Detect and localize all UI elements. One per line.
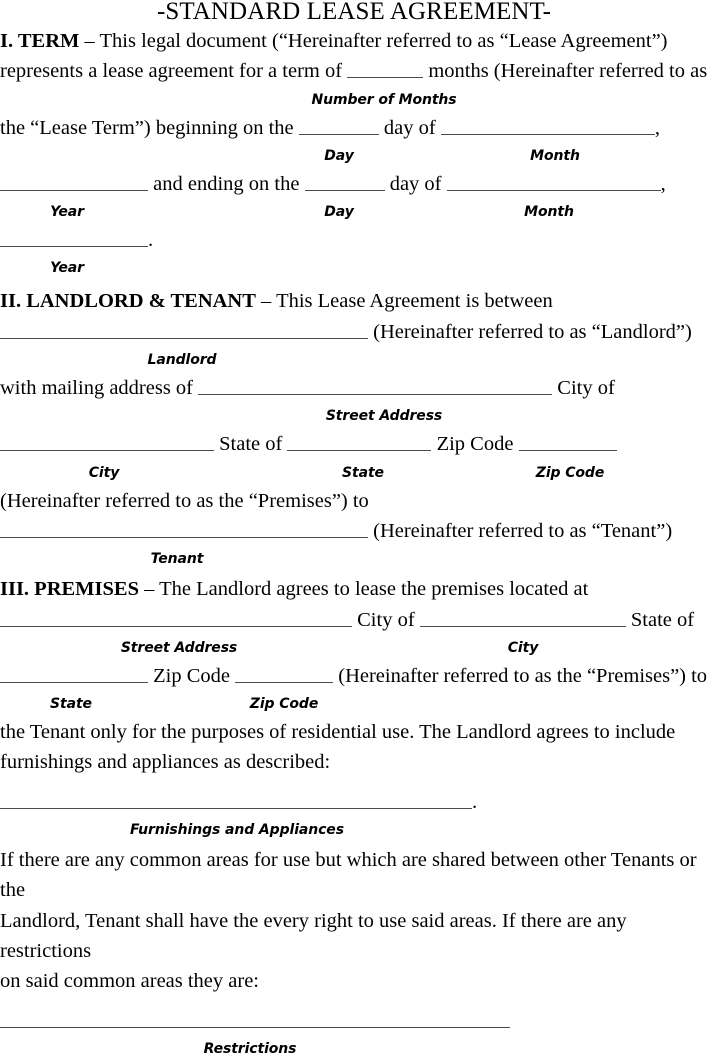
landlord-name-label-strip	[0, 347, 708, 373]
term-begin-day-blank[interactable]	[299, 114, 379, 134]
label-year-end: Year	[50, 260, 84, 277]
label-landlord: Landlord	[147, 352, 217, 369]
section-premises-heading: III. PREMISES	[0, 578, 139, 601]
restrictions-row	[0, 1006, 708, 1036]
term-end-comma: ,	[660, 172, 666, 195]
label-number-of-months: Number of Months	[311, 91, 457, 108]
common-areas-paragraph-2	[0, 906, 708, 967]
term-begin-day-of: day of	[378, 116, 441, 139]
landlord-address-label-strip	[0, 403, 708, 429]
common-areas-line2: Landlord, Tenant shall have the every right to use said areas. If there are any restrictions	[0, 909, 627, 962]
landlord-name-row	[0, 317, 708, 347]
term-end-year-blank[interactable]	[0, 227, 148, 247]
term-months-row	[0, 56, 708, 86]
landlord-name-blank[interactable]	[0, 318, 368, 338]
premises-address-row	[0, 605, 708, 635]
furnishings-row	[0, 787, 708, 817]
landlord-premises-text: (Hereinafter referred to as the “Premises”) to	[0, 489, 369, 512]
term-begin-year-blank[interactable]	[0, 170, 148, 190]
tenant-name-row	[0, 516, 708, 546]
section-landlord-tenant-dash: –	[255, 290, 277, 313]
landlord-state-of-text: State of	[214, 433, 288, 456]
landlord-state-blank[interactable]	[287, 431, 431, 451]
label-city-premises: City	[507, 639, 539, 656]
section-term-intro	[0, 26, 708, 56]
landlord-address-text-before: with mailing address of	[0, 377, 199, 400]
landlord-zip-blank[interactable]	[519, 431, 617, 451]
section-premises-dash: –	[139, 578, 160, 601]
term-begin-label-strip	[0, 143, 708, 169]
premises-use-line1: the Tenant only for the purposes of residential use. The Landlord agrees to include	[0, 721, 676, 744]
tenant-name-blank[interactable]	[0, 518, 368, 538]
common-areas-line1: If there are any common areas for use but which are shared between other Tenants or the	[0, 849, 697, 902]
landlord-street-address-blank[interactable]	[198, 375, 552, 395]
common-areas-line3: on said common areas they are:	[0, 970, 260, 993]
label-furnishings-and-appliances: Furnishings and Appliances	[130, 822, 344, 839]
page-title: -STANDARD LEASE AGREEMENT-	[156, 0, 552, 25]
label-state-landlord: State	[342, 464, 384, 481]
section-premises-line1: The Landlord agrees to lease the premises located at	[159, 578, 589, 601]
section-term-dash: –	[79, 30, 100, 52]
premises-use-paragraph	[0, 717, 708, 747]
common-areas-paragraph-3	[0, 966, 708, 996]
premises-state-of-text: State of	[625, 608, 695, 631]
landlord-hereinafter-text: (Hereinafter referred to as “Landlord”)	[368, 320, 692, 343]
label-state-premises: State	[50, 696, 92, 713]
section-term-heading: I. TERM	[0, 30, 80, 52]
premises-zip-blank[interactable]	[235, 662, 333, 682]
landlord-city-of-text: City of	[552, 377, 615, 400]
premises-hereinafter-text: (Hereinafter referred to as the “Premises”) to	[333, 664, 708, 687]
term-begin-text-before: the “Lease Term”) beginning on the	[0, 116, 299, 139]
term-end-text-before: and ending on the	[148, 172, 305, 195]
section-landlord-tenant-line1: This Lease Agreement is between	[276, 290, 553, 313]
furnishings-blank[interactable]	[0, 788, 472, 808]
label-year-begin: Year	[50, 204, 84, 221]
term-end-row	[0, 169, 708, 199]
section-term-line1: This legal document (“Hereinafter referred to as “Lease Agreement”)	[99, 30, 668, 52]
label-day-end: Day	[324, 204, 354, 221]
term-months-text-after: months (Hereinafter referred to as	[423, 60, 708, 83]
landlord-address-row	[0, 373, 708, 403]
section-landlord-tenant-heading: II. LANDLORD & TENANT	[0, 290, 256, 313]
label-zip-premises: Zip Code	[249, 696, 319, 713]
label-street-address-premises: Street Address	[120, 639, 238, 656]
tenant-hereinafter-text: (Hereinafter referred to as “Tenant”)	[368, 519, 673, 542]
term-months-blank[interactable]	[347, 58, 423, 78]
term-end-period: .	[148, 229, 154, 252]
premises-furnishings-paragraph	[0, 747, 708, 777]
furnishings-label-strip	[0, 817, 708, 843]
premises-state-zip-row	[0, 661, 708, 691]
label-day-begin: Day	[324, 147, 354, 164]
restrictions-blank[interactable]	[0, 1007, 510, 1027]
landlord-premises-line	[0, 486, 708, 516]
label-restrictions: Restrictions	[203, 1040, 297, 1057]
landlord-city-blank[interactable]	[0, 431, 214, 451]
term-end-day-of: day of	[384, 172, 447, 195]
term-months-text-before: represents a lease agreement for a term of	[0, 60, 348, 83]
term-end-year-row	[0, 225, 708, 255]
premises-address-label-strip	[0, 635, 708, 661]
landlord-city-state-zip-label-strip	[0, 460, 708, 486]
term-end-month-blank[interactable]	[447, 170, 661, 190]
term-end-label-strip	[0, 199, 708, 225]
restrictions-label-strip	[0, 1036, 708, 1062]
premises-state-blank[interactable]	[0, 662, 148, 682]
term-end-day-blank[interactable]	[305, 170, 385, 190]
term-end-year-label-strip	[0, 255, 708, 281]
common-areas-paragraph	[0, 845, 708, 906]
premises-street-address-blank[interactable]	[0, 606, 352, 626]
label-city-landlord: City	[88, 464, 120, 481]
tenant-name-label-strip	[0, 546, 708, 572]
label-month-begin: Month	[530, 147, 580, 164]
premises-state-zip-label-strip	[0, 691, 708, 717]
term-begin-month-blank[interactable]	[441, 114, 655, 134]
label-tenant: Tenant	[150, 551, 204, 568]
furnishings-period: .	[472, 790, 478, 813]
term-begin-comma: ,	[654, 116, 660, 139]
label-zip-landlord: Zip Code	[535, 464, 605, 481]
label-month-end: Month	[524, 204, 574, 221]
label-street-address-landlord: Street Address	[325, 408, 443, 425]
premises-use-line2: furnishings and appliances as described:	[0, 751, 331, 774]
section-landlord-tenant-intro	[0, 286, 708, 316]
landlord-city-state-zip-row	[0, 429, 708, 459]
term-begin-row	[0, 113, 708, 143]
section-premises-intro	[0, 574, 708, 604]
term-months-label-strip	[0, 87, 708, 113]
premises-city-blank[interactable]	[420, 606, 626, 626]
premises-city-of-text: City of	[352, 608, 420, 631]
landlord-zip-code-text: Zip Code	[431, 433, 519, 456]
premises-zip-code-text: Zip Code	[148, 664, 236, 687]
